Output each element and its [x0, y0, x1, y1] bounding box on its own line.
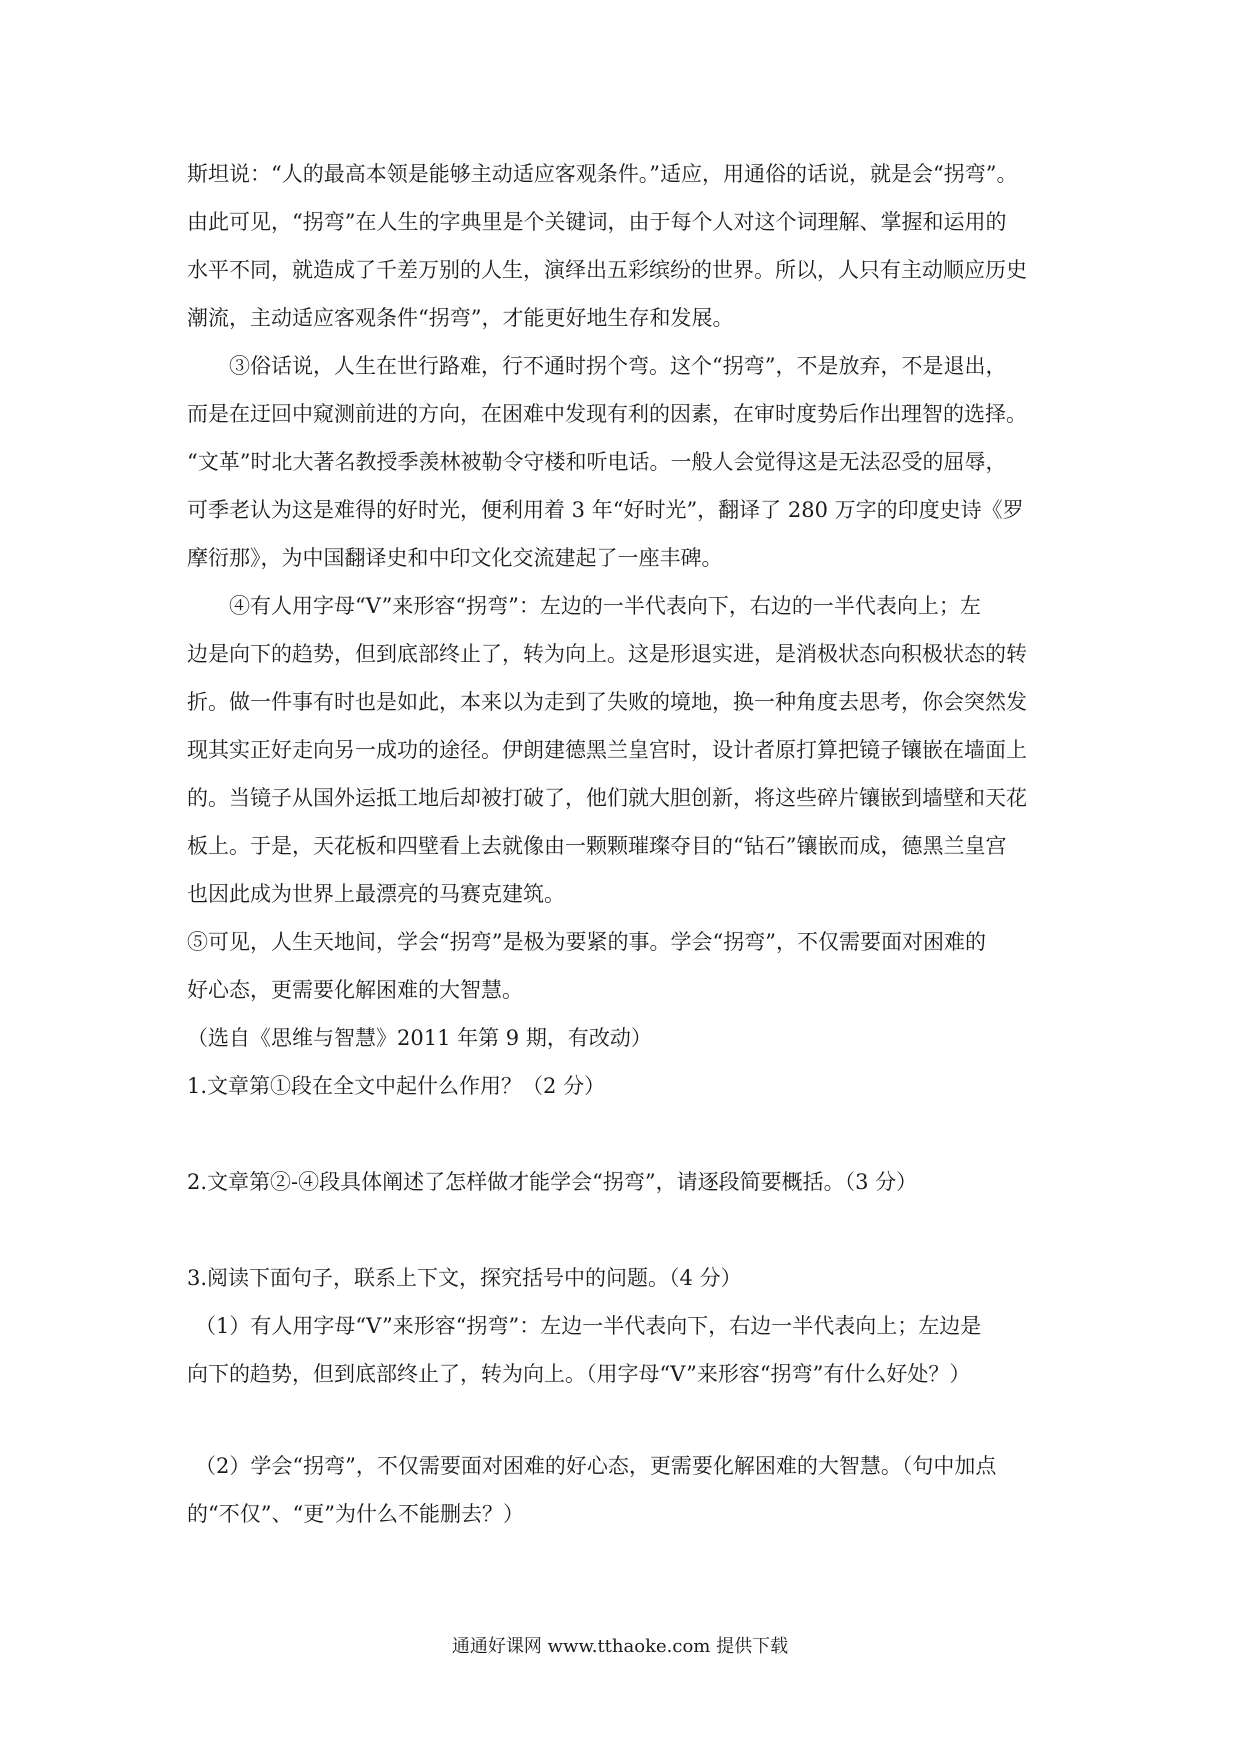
text-line: ⑤可见，人生天地间，学会“拐弯”是极为要紧的事。学会“拐弯”，不仅需要面对困难的 — [187, 930, 986, 954]
text-line: “文革”时北大著名教授季羡林被勒令守楼和听电话。一般人会觉得这是无法忍受的屈辱， — [187, 450, 1007, 474]
paragraph-4 — [187, 582, 1060, 918]
question-3-part-2 — [187, 1442, 1060, 1538]
text-line: 可季老认为这是难得的好时光，便利用着 3 年“好时光”，翻译了 280 万字的印度史诗《罗 — [187, 498, 1024, 522]
text-line: （1）有人用字母“V”来形容“拐弯”：左边一半代表向下，右边一半代表向上；左边是 — [195, 1314, 982, 1338]
text-line: 向下的趋势，但到底部终止了，转为向上。（用字母“V”来形容“拐弯”有什么好处？） — [187, 1362, 971, 1386]
paragraph-2-continued — [187, 150, 1060, 342]
text-line: ④有人用字母“V”来形容“拐弯”：左边的一半代表向下，右边的一半代表向上；左 — [229, 594, 981, 618]
question-1: 1.文章第①段在全文中起什么作用？（2 分） — [187, 1074, 606, 1098]
source-note: （选自《思维与智慧》2011 年第 9 期，有改动） — [187, 1026, 652, 1050]
text-line: 而是在迂回中窥测前进的方向，在困难中发现有利的因素，在审时度势后作出理智的选择。 — [187, 402, 1027, 426]
text-line: 的“不仅”、“更”为什么不能删去？） — [187, 1502, 524, 1526]
text-line: 边是向下的趋势，但到底部终止了，转为向上。这是形退实进，是消极状态向积极状态的转 — [187, 642, 1027, 666]
text-line: 好心态，更需要化解困难的大智慧。 — [187, 978, 523, 1002]
text-line: 潮流，主动适应客观条件“拐弯”，才能更好地生存和发展。 — [187, 306, 734, 330]
text-line: ③俗话说，人生在世行路难，行不通时拐个弯。这个“拐弯”，不是放弃，不是退出， — [229, 354, 1007, 378]
text-line: 也因此成为世界上最漂亮的马赛克建筑。 — [187, 882, 565, 906]
document-body — [187, 150, 1060, 1538]
text-line: 折。做一件事有时也是如此，本来以为走到了失败的境地，换一种角度去思考，你会突然发 — [187, 690, 1027, 714]
question-2: 2.文章第②-④段具体阐述了怎样做才能学会“拐弯”，请逐段简要概括。（3 分） — [187, 1170, 918, 1194]
text-line: 斯坦说：“人的最高本领是能够主动适应客观条件。”适应，用通俗的话说，就是会“拐弯”。 — [187, 162, 1018, 186]
paragraph-5 — [187, 918, 1060, 1014]
text-line: 的。当镜子从国外运抵工地后却被打破了，他们就大胆创新，将这些碎片镶嵌到墙壁和天花 — [187, 786, 1027, 810]
text-line: 摩衍那》，为中国翻译史和中印文化交流建起了一座丰碑。 — [187, 546, 723, 570]
question-3: 3.阅读下面句子，联系上下文，探究括号中的问题。（4 分） — [187, 1266, 742, 1290]
paragraph-3 — [187, 342, 1060, 582]
text-line: 由此可见，“拐弯”在人生的字典里是个关键词，由于每个人对这个词理解、掌握和运用的 — [187, 210, 1007, 234]
text-line: 现其实正好走向另一成功的途径。伊朗建德黑兰皇宫时，设计者原打算把镜子镶嵌在墙面上 — [187, 738, 1027, 762]
text-line: 水平不同，就造成了千差万别的人生，演绎出五彩缤纷的世界。所以，人只有主动顺应历史 — [187, 258, 1027, 282]
text-line: （2）学会“拐弯”，不仅需要面对困难的好心态，更需要化解困难的大智慧。（句中加点 — [195, 1454, 997, 1478]
text-line: 板上。于是，天花板和四壁看上去就像由一颗颗璀璨夺目的“钻石”镶嵌而成，德黑兰皇宫 — [187, 834, 1007, 858]
question-3-part-1 — [187, 1302, 1060, 1398]
page-footer: 通通好课网 www.tthaoke.com 提供下载 — [451, 1636, 789, 1657]
